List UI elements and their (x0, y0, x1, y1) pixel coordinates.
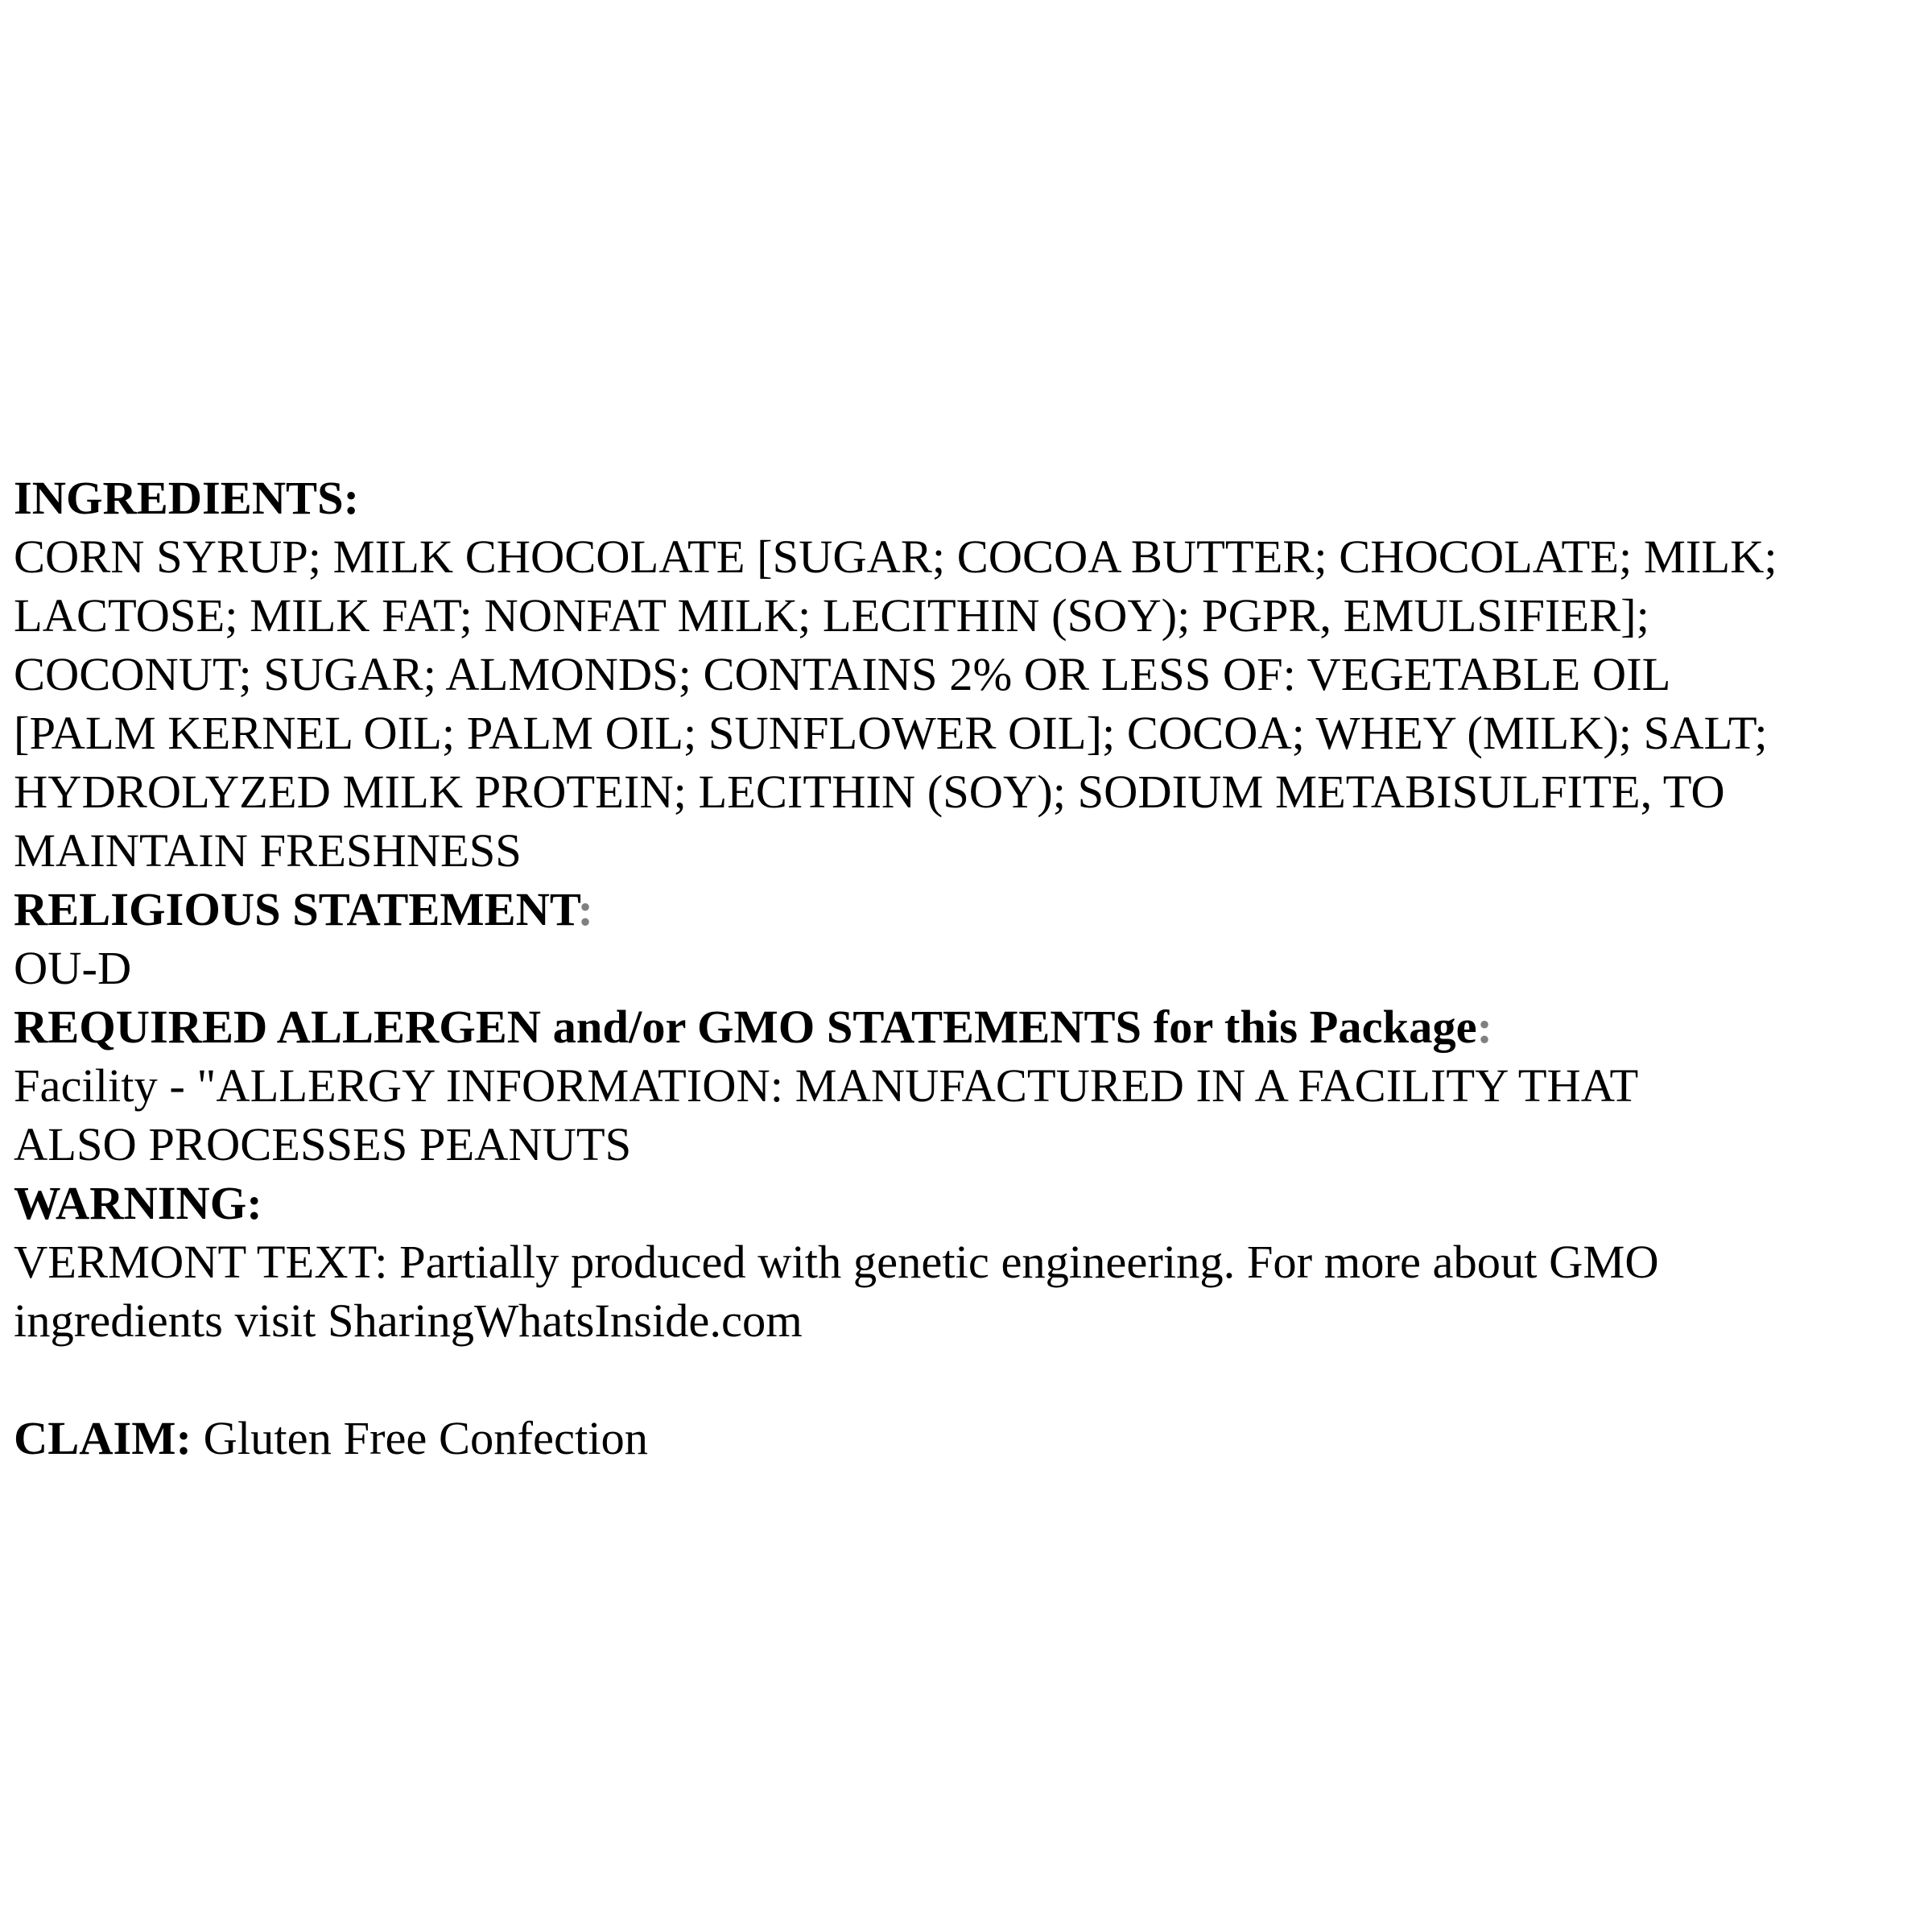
ingredients-line: CORN SYRUP; MILK CHOCOLATE [SUGAR; COCOA BUTTER; CHOCOLATE; MILK; (14, 530, 1777, 583)
ingredients-heading: INGREDIENTS: (14, 472, 360, 524)
ingredients-line: COCONUT; SUGAR; ALMONDS; CONTAINS 2% OR LESS OF: VEGETABLE OIL (14, 648, 1671, 700)
warning-line: VERMONT TEXT: Partially produced with genetic engineering. For more about GMO (14, 1236, 1659, 1288)
allergen-heading-colon: : (1476, 1001, 1493, 1053)
claim-line (14, 1409, 1922, 1468)
ingredients-line: MAINTAIN FRESHNESS (14, 824, 522, 877)
religious-statement-value: OU-D (14, 942, 132, 994)
religious-heading-text: RELIGIOUS STATEMENT (14, 883, 578, 935)
religious-heading-colon: : (577, 883, 594, 935)
claim-label: CLAIM: (14, 1412, 192, 1464)
label-document (14, 469, 1922, 1468)
blank-line (14, 1350, 1922, 1409)
ingredients-line: [PALM KERNEL OIL; PALM OIL; SUNFLOWER OIL]; COCOA; WHEY (MILK); SALT; (14, 707, 1768, 759)
allergen-text (14, 1056, 1922, 1174)
ingredients-line: HYDROLYZED MILK PROTEIN; LECITHIN (SOY); SODIUM METABISULFITE, TO (14, 766, 1725, 818)
warning-line: ingredients visit SharingWhatsInside.com (14, 1294, 803, 1347)
warning-text (14, 1232, 1922, 1350)
allergen-heading (14, 997, 1922, 1056)
allergen-line: ALSO PROCESSES PEANUTS (14, 1118, 632, 1170)
ingredients-line: LACTOSE; MILK FAT; NONFAT MILK; LECITHIN (SOY); PGPR, EMULSIFIER]; (14, 589, 1649, 642)
religious-statement-heading (14, 880, 1922, 939)
claim-value: Gluten Free Confection (191, 1412, 648, 1464)
allergen-line: Facility - "ALLERGY INFORMATION: MANUFACTURED IN A FACILITY THAT (14, 1059, 1639, 1112)
ingredients-text (14, 527, 1922, 880)
warning-heading: WARNING: (14, 1177, 262, 1229)
allergen-heading-text: REQUIRED ALLERGEN and/or GMO STATEMENTS for this Package (14, 1001, 1477, 1053)
